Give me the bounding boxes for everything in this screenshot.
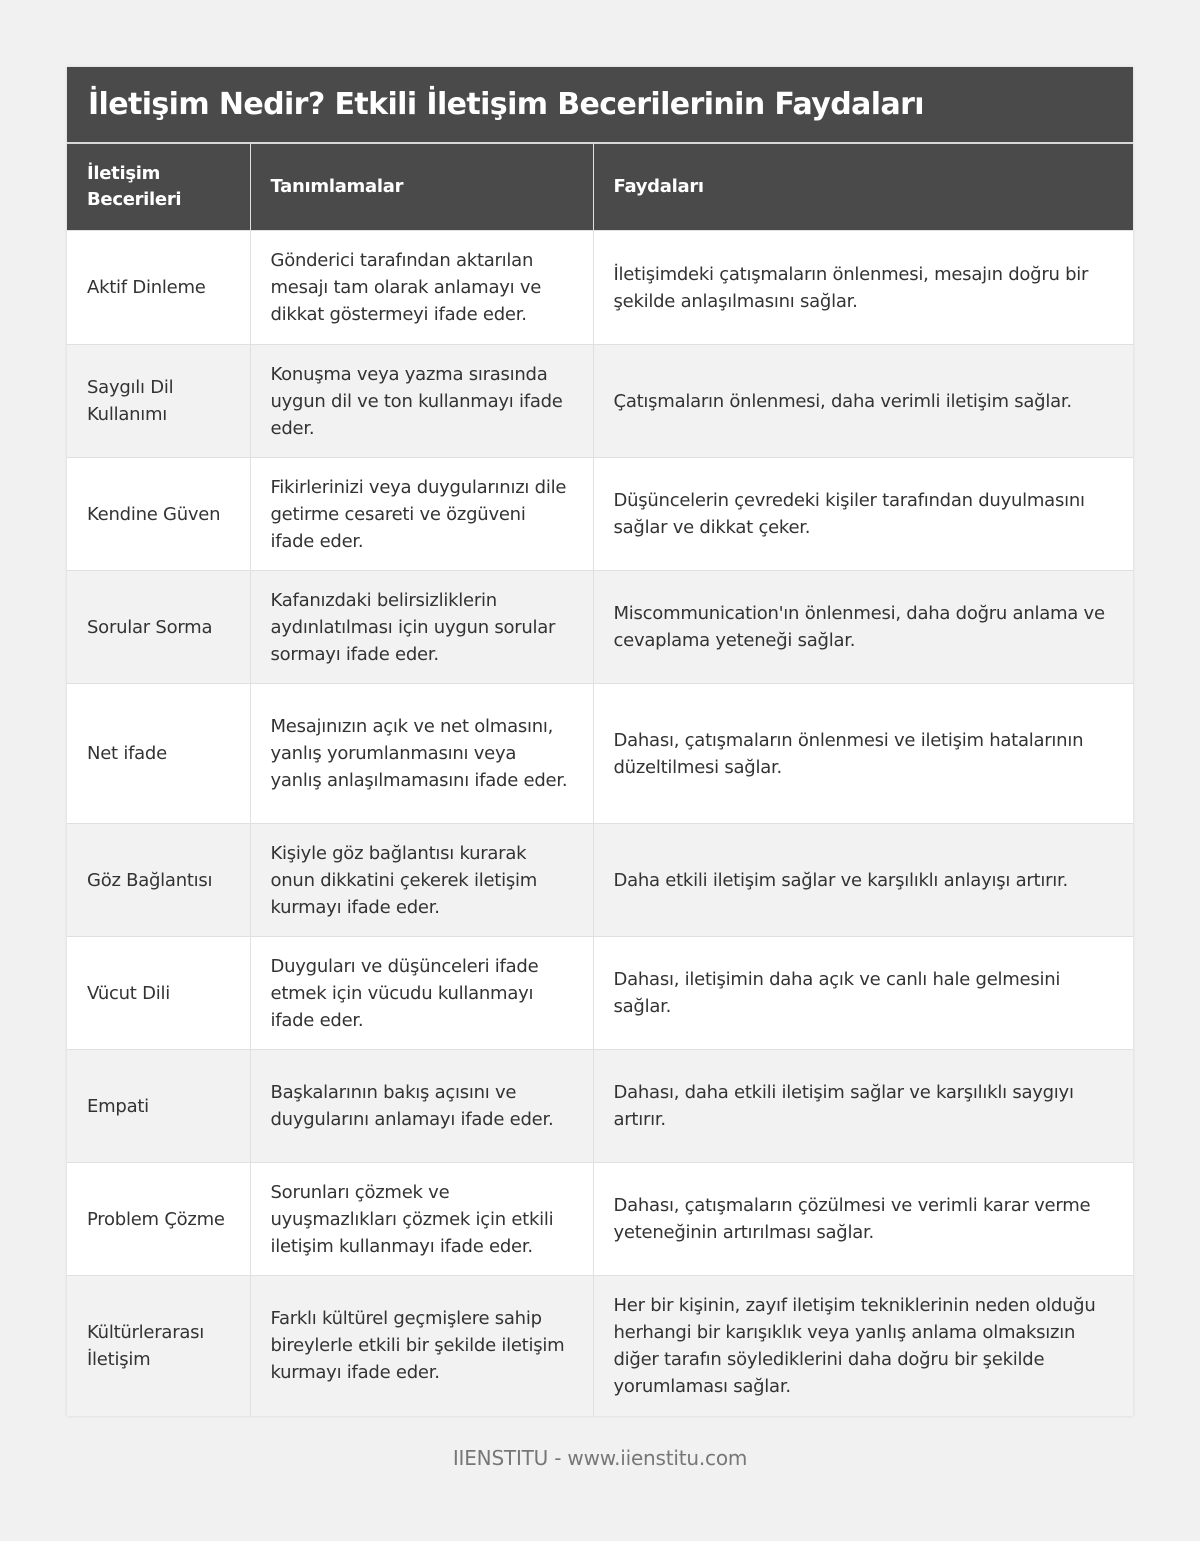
column-header-benefit: Faydaları [593, 144, 1133, 231]
table-row [67, 1050, 1133, 1163]
definition-cell: Duyguları ve düşünceleri ifade etmek için vücudu kullanmayı ifade eder. [250, 937, 593, 1050]
table-row [67, 458, 1133, 571]
benefit-cell: Her bir kişinin, zayıf iletişim tekniklerinin neden olduğu herhangi bir karışıklık veya yanlış anlama olmaksızın diğer tarafın söylediklerini daha doğru bir şekilde yorumlaması sağlar. [593, 1276, 1133, 1416]
table-row [67, 684, 1133, 824]
benefit-cell: Daha etkili iletişim sağlar ve karşılıklı anlayışı artırır. [593, 824, 1133, 937]
skill-cell: Göz Bağlantısı [67, 824, 250, 937]
table-row [67, 937, 1133, 1050]
benefit-cell: Düşüncelerin çevredeki kişiler tarafından duyulmasını sağlar ve dikkat çeker. [593, 458, 1133, 571]
table-row [67, 571, 1133, 684]
table-header [67, 144, 1133, 231]
benefit-cell: Dahası, çatışmaların önlenmesi ve iletişim hatalarının düzeltilmesi sağlar. [593, 684, 1133, 824]
page-title: İletişim Nedir? Etkili İletişim Becerilerinin Faydaları [88, 87, 924, 122]
table-row [67, 231, 1133, 345]
skill-cell: Net ifade [67, 684, 250, 824]
definition-cell: Farklı kültürel geçmişlere sahip bireylerle etkili bir şekilde iletişim kurmayı ifade eder. [250, 1276, 593, 1416]
skill-cell: Problem Çözme [67, 1163, 250, 1276]
table-row [67, 345, 1133, 458]
benefit-cell: İletişimdeki çatışmaların önlenmesi, mesajın doğru bir şekilde anlaşılmasını sağlar. [593, 231, 1133, 345]
benefit-cell: Çatışmaların önlenmesi, daha verimli iletişim sağlar. [593, 345, 1133, 458]
skill-cell: Kendine Güven [67, 458, 250, 571]
skill-cell: Kültürlerarası İletişim [67, 1276, 250, 1416]
skill-cell: Vücut Dili [67, 937, 250, 1050]
skill-cell: Empati [67, 1050, 250, 1163]
skill-cell: Saygılı Dil Kullanımı [67, 345, 250, 458]
table-body [67, 231, 1133, 1416]
definition-cell: Fikirlerinizi veya duygularınızı dile getirme cesareti ve özgüveni ifade eder. [250, 458, 593, 571]
benefit-cell: Miscommunication'ın önlenmesi, daha doğru anlama ve cevaplama yeteneği sağlar. [593, 571, 1133, 684]
benefit-cell: Dahası, çatışmaların çözülmesi ve verimli karar verme yeteneğinin artırılması sağlar. [593, 1163, 1133, 1276]
skills-table [67, 144, 1133, 1416]
column-header-skill: İletişim Becerileri [67, 144, 250, 231]
benefit-cell: Dahası, iletişimin daha açık ve canlı hale gelmesini sağlar. [593, 937, 1133, 1050]
table-row [67, 1163, 1133, 1276]
definition-cell: Başkalarının bakış açısını ve duygularını anlamayı ifade eder. [250, 1050, 593, 1163]
skill-cell: Sorular Sorma [67, 571, 250, 684]
title-bar [67, 67, 1133, 144]
definition-cell: Gönderici tarafından aktarılan mesajı tam olarak anlamayı ve dikkat göstermeyi ifade eder. [250, 231, 593, 345]
definition-cell: Kafanızdaki belirsizliklerin aydınlatılması için uygun sorular sormayı ifade eder. [250, 571, 593, 684]
skill-cell: Aktif Dinleme [67, 231, 250, 345]
table-row [67, 1276, 1133, 1416]
column-header-definition: Tanımlamalar [250, 144, 593, 231]
table-row [67, 824, 1133, 937]
definition-cell: Mesajınızın açık ve net olmasını, yanlış yorumlanmasını veya yanlış anlaşılmamasını ifade eder. [250, 684, 593, 824]
footer-credit: IIENSTITU - www.iienstitu.com [452, 1446, 748, 1470]
table-card [67, 67, 1133, 1416]
definition-cell: Konuşma veya yazma sırasında uygun dil ve ton kullanmayı ifade eder. [250, 345, 593, 458]
benefit-cell: Dahası, daha etkili iletişim sağlar ve karşılıklı saygıyı artırır. [593, 1050, 1133, 1163]
definition-cell: Sorunları çözmek ve uyuşmazlıkları çözmek için etkili iletişim kullanmayı ifade eder. [250, 1163, 593, 1276]
definition-cell: Kişiyle göz bağlantısı kurarak onun dikkatini çekerek iletişim kurmayı ifade eder. [250, 824, 593, 937]
